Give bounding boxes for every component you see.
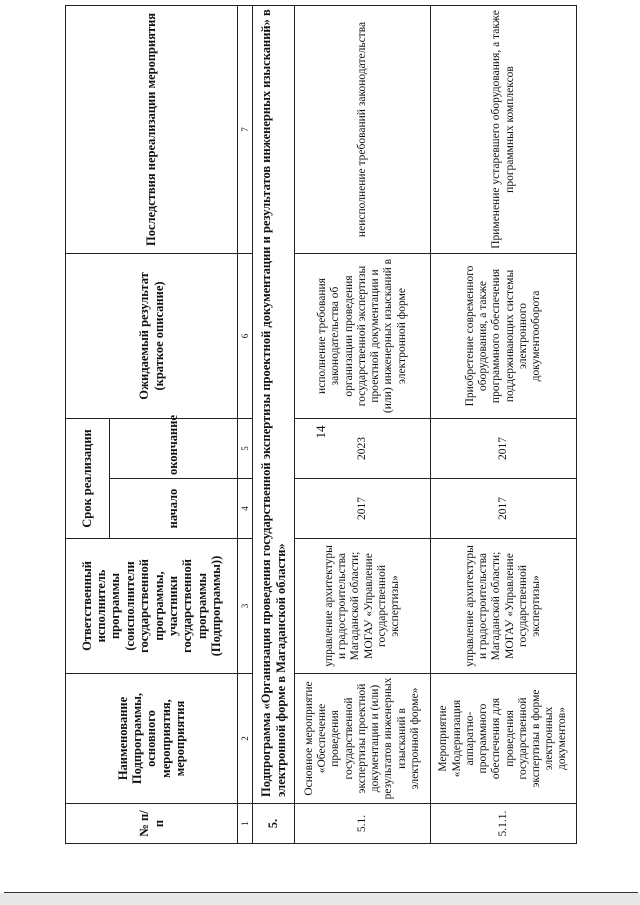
row-start: 2017 bbox=[295, 479, 431, 539]
header-term: Срок реализации bbox=[66, 418, 110, 538]
header-name: Наименование Подпрограммы, основного мероприятия, мероприятия bbox=[66, 674, 238, 804]
header-consequences: Последствия нереализации мероприятия bbox=[66, 5, 238, 253]
col-num-6: 6 bbox=[238, 253, 253, 418]
header-start: начало bbox=[110, 479, 238, 539]
col-num-1: 1 bbox=[238, 804, 253, 844]
row-start: 2017 bbox=[431, 479, 577, 539]
row-name: Мероприятие «Модернизация аппаратно-программного обеспечения для проведения государственной экспертизы в форме электронных документов» bbox=[431, 674, 577, 804]
table-row bbox=[431, 5, 577, 843]
row-executor: управление архитектуры и градостроительства Магаданской области; МОГАУ «Управление государственной экспертизы» bbox=[431, 539, 577, 674]
rotated-table bbox=[65, 6, 575, 844]
row-result: исполнение требования законодательства об организации проведения государственной экспертизы проектной документации и (или) инженерных изысканий в электронной форме bbox=[295, 253, 431, 418]
row-end: 2023 bbox=[295, 418, 431, 478]
row-consequences: Применение устаревшего оборудования, а также программных комплексов bbox=[431, 5, 577, 253]
subprogram-num: 5. bbox=[253, 804, 295, 844]
col-num-4: 4 bbox=[238, 479, 253, 539]
row-result: Приобретение современного оборудования, а также программного обеспечения поддерживающих системы электронного документооборота bbox=[431, 253, 577, 418]
col-num-5: 5 bbox=[238, 418, 253, 478]
col-num-7: 7 bbox=[238, 5, 253, 253]
col-num-2: 2 bbox=[238, 674, 253, 804]
header-end: окончание bbox=[110, 418, 238, 478]
row-consequences: неисполнение требований законодательства bbox=[295, 5, 431, 253]
row-end: 2017 bbox=[431, 418, 577, 478]
header-row-1 bbox=[66, 5, 110, 843]
header-num: № п/п bbox=[66, 804, 238, 844]
row-num: 5.1.1. bbox=[431, 804, 577, 844]
page-number: 14 bbox=[313, 425, 328, 439]
col-num-3: 3 bbox=[238, 539, 253, 674]
table-wrapper bbox=[65, 6, 575, 844]
subprogram-row bbox=[253, 5, 295, 843]
row-executor: управление архитектуры и градостроительства Магаданской области; МОГАУ «Управление государственной экспертизы» bbox=[295, 539, 431, 674]
table-row bbox=[295, 5, 431, 843]
header-result: Ожидаемый результат (краткое описание) bbox=[66, 253, 238, 418]
subprogram-title: Подпрограмма «Организация проведения государственной экспертизы проектной документации и результатов инженерных изысканий» в электронной форме в Магаданской области» bbox=[253, 5, 295, 803]
scan-edge bbox=[0, 893, 640, 905]
column-number-row bbox=[238, 5, 253, 843]
row-num: 5.1. bbox=[295, 804, 431, 844]
row-name: Основное мероприятие «Обеспечение проведения государственной экспертизы проектной документации и (или) результатов инженерных изысканий в электронной форме» bbox=[295, 674, 431, 804]
measures-table bbox=[65, 5, 577, 844]
header-executor: Ответственный исполнитель программы (соисполнители государственной программы, участники государственной программы (Подпрограммы)) bbox=[66, 539, 238, 674]
